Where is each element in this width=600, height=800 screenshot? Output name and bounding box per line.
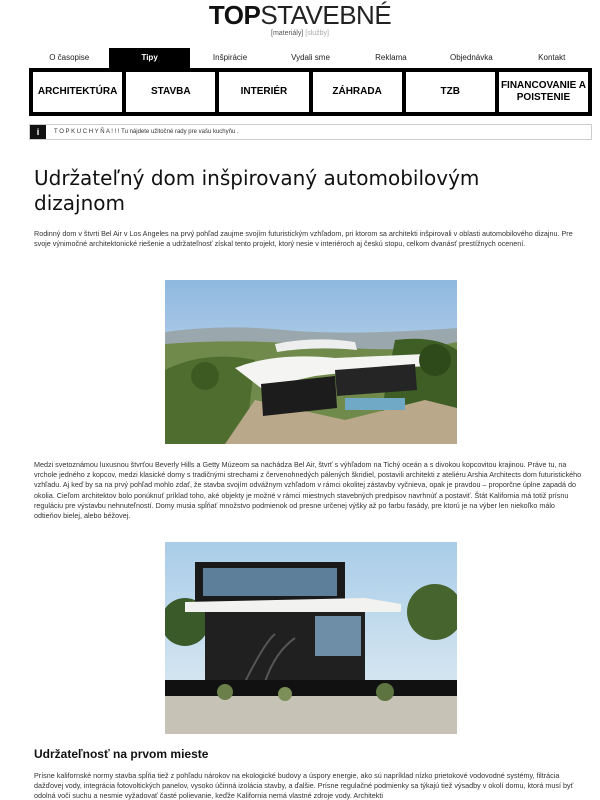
nav-inspiracie[interactable]: Inšpirácie (212, 53, 248, 62)
nav-tipy[interactable]: Tipy (109, 48, 189, 68)
tip-text[interactable]: T O P K U C H Y Ň A ! ! ! Tu nájdete užitočné rady pre vašu kuchyňu . (54, 129, 239, 135)
nav-reklama[interactable]: Reklama (375, 53, 407, 62)
nav-o-casopise[interactable]: O časopise (49, 53, 90, 62)
house-aerial-image (165, 280, 457, 444)
article-body-1: Medzi svetoznámou luxusnou štvrťou Beverly Hills a Getty Múzeom sa nachádza Bel Air, štvrť s výhľadom na Tichý oceán a s divokou kopcovitou krajinou. Práve tu, na vrchole jedného z kopcov, medzi klasické domy s tradičnými strechami z červenohnedých pálených škridiel, postavili architekti z ateliéru Arshia Architects dom futuristického vzhľadu. Aj keď by sa na prvý pohľad mohlo zdať, že stavba svojím odvážnym vzhľadom v rámci okolitej zástavby vyčnieva, opak je pravdou – proporčne úplne zapadá do okolia. Cieľom architektov bolo ponúknuť príklad toho, aké objekty je možné v rámci miestnych stavebných predpisov navrhnúť a postaviť. Štát Kalifornia má totiž prísnu reguláciu pre výstavbu nehnuteľností. Domy musia spĺňať množstvo podmienok od presne určenej výšky až po farbu fasády, pre ktorú je na výber len niekoľko málo odtieňov bielej, alebo béžovej. (34, 460, 582, 521)
article-subheading: Udržateľnosť na prvom mieste (34, 747, 209, 761)
category-tzb[interactable]: TZB (406, 72, 495, 112)
article-photo-house-aerial[interactable] (165, 280, 457, 444)
site-logo[interactable] (0, 2, 600, 37)
house-facade-image (165, 542, 457, 734)
logo-tagline-materials: [materiály] (271, 30, 304, 37)
nav-vydali-sme[interactable]: Vydali sme (291, 53, 330, 62)
category-financovanie[interactable]: FINANCOVANIE A POISTENIE (499, 72, 588, 112)
tip-ticker[interactable] (29, 124, 592, 140)
article-title: Udržateľný dom inšpirovaný automobilovým dizajnom (34, 166, 480, 215)
article-intro: Rodinný dom v štvrti Bel Air v Los Angeles na prvý pohľad zaujme svojím futuristickým vzhľadom, pri ktorom sa architekti inšpirovali v oblasti automobilového dizajnu. Pre svoje výnimočné architektonické riešenie a udržateľnosť získal tento projekt, ktorý nesie v interiéroch aj českú stopu, celkom dvanásť prestížnych ocenení. (34, 229, 573, 249)
logo-tagline (0, 30, 600, 37)
category-zahrada[interactable]: ZÁHRADA (313, 72, 402, 112)
info-icon: i (30, 125, 46, 139)
logo-tagline-services: [služby] (305, 30, 329, 37)
category-bar (29, 68, 592, 116)
nav-objednavka[interactable]: Objednávka (449, 53, 493, 62)
top-navigation (29, 48, 592, 68)
logo-rest: STAVEBNÉ (260, 0, 392, 30)
logo-top: TOP (208, 0, 261, 30)
category-interier[interactable]: INTERIÉR (219, 72, 308, 112)
nav-kontakt[interactable]: Kontakt (538, 53, 566, 62)
article-body-2: Prísne kalifornské normy stavba spĺňa tiež z pohľadu nárokov na ekologické budovy a úspory energie, ako sú napríklad nízko prietokové vodovodné systémy, filtrácia dažďovej vody, integrácia fotovoltických panelov, vysoko účinná izolácia stavby, a ďalšie. Prísne regulačné podmienky sa týkajú tiež výsadby v okolí domu, ktorá musí byť odolná voči suchu a nesmie vyžadovať časté polievanie, keďže Kalifornia nemá vlastné zdroje vody. Architekti (34, 771, 574, 800)
category-architektura[interactable]: ARCHITEKTÚRA (33, 72, 122, 112)
article-photo-house-facade[interactable] (165, 542, 457, 734)
category-stavba[interactable]: STAVBA (126, 72, 215, 112)
